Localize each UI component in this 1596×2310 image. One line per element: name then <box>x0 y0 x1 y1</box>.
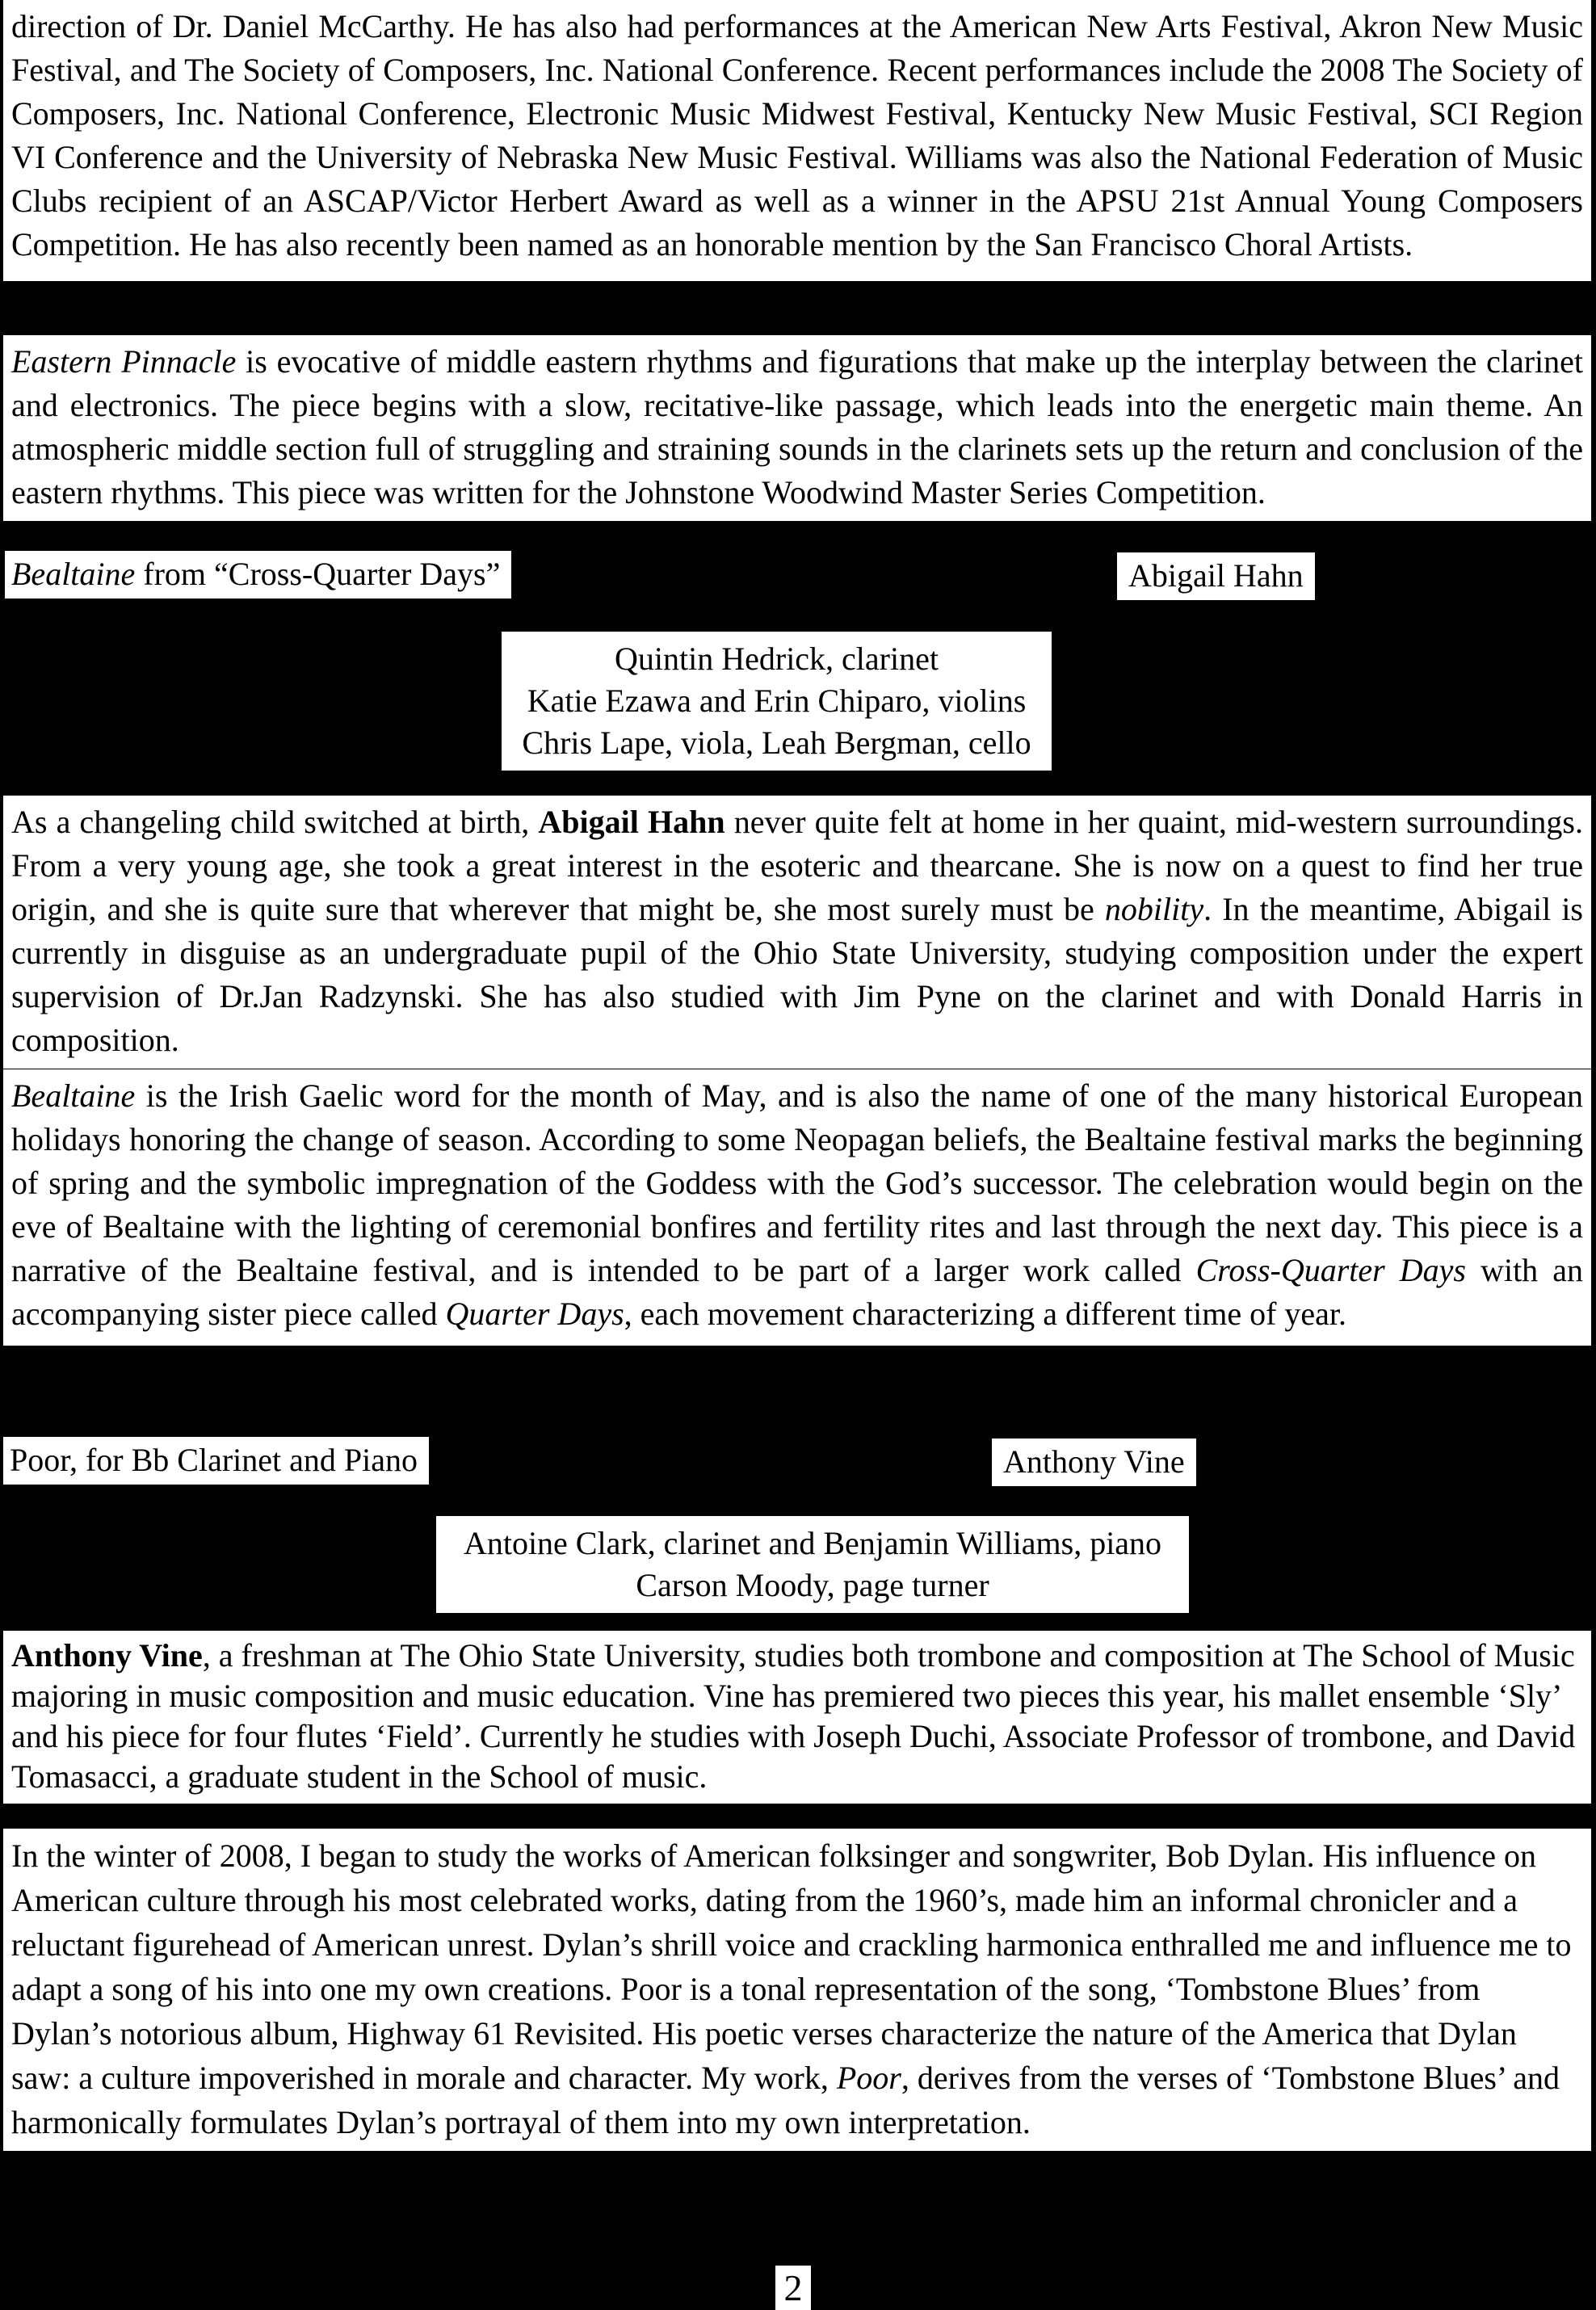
performer-line: Chris Lape, viola, Leah Bergman, cello <box>522 724 1031 761</box>
page-number: 2 <box>775 2266 811 2310</box>
vine-bio-paragraph: Anthony Vine, a freshman at The Ohio State University, studies both trombone and composition at The School of Music majoring in music composition and music education. Vine has premiered two pieces this year, his mallet ensemble ‘Sly’ and his piece for four flutes ‘Field’. Currently he studies with Joseph Duchi, Associate Professor of trombone, and David Tomasacci, a graduate student in the School of music. <box>3 1631 1591 1804</box>
poor-program-note: In the winter of 2008, I began to study the works of American folksinger and songwriter, Bob Dylan. His influence on American culture through his most celebrated works, dating from the 1960’s, made him an informal chronicler and a reluctant figurehead of American unrest. Dylan’s shrill voice and crackling harmonica enthralled me and influence me to adapt a song of his into one my own creations. Poor is a tonal representation of the song, ‘Tombstone Blues’ from Dylan’s notorious album, Highway 61 Revisited. His poetic verses characterize the nature of the America that Dylan saw: a culture impoverished in morale and character. My work, Poor, derives from the verses of ‘Tombstone Blues’ and harmonically formulates Dylan’s portrayal of them into my own interpretation. <box>3 1829 1591 2151</box>
eastern-pinnacle-program-note: Eastern Pinnacle is evocative of middle eastern rhythms and figurations that make up the interplay between the clarinet and electronics. The piece begins with a slow, recitative-like passage, which leads into the energetic main theme. An atmospheric middle section full of struggling and straining sounds in the clarinets sets up the return and conclusion of the eastern rhythms. This piece was written for the Johnstone Woodwind Master Series Competition. <box>3 335 1591 521</box>
bealtaine-composer-name: Abigail Hahn <box>1117 552 1315 600</box>
bealtaine-performers-box <box>502 632 1052 771</box>
performer-line: Carson Moody, page turner <box>636 1567 989 1603</box>
poor-piece-title: Poor, for Bb Clarinet and Piano <box>3 1437 429 1485</box>
bealtaine-piece-title: Bealtaine from “Cross-Quarter Days” <box>5 551 511 598</box>
poor-performers-box <box>436 1516 1189 1613</box>
hahn-bio-paragraph: As a changeling child switched at birth, Abigail Hahn never quite felt at home in her quaint, mid-western surroundings. From a very young age, she took a great interest in the esoteric and thearcane. She is now on a quest to find her true origin, and she is quite sure that wherever that might be, she most surely must be nobility. In the meantime, Abigail is currently in disguise as an undergraduate pupil of the Ohio State University, studying composition under the expert supervision of Dr.Jan Radzynski. She has also studied with Jim Pyne on the clarinet and with Donald Harris in composition. <box>3 796 1591 1069</box>
poor-composer-name: Anthony Vine <box>992 1438 1196 1486</box>
performer-line: Quintin Hedrick, clarinet <box>615 640 939 677</box>
performer-line: Katie Ezawa and Erin Chiparo, violins <box>527 682 1027 719</box>
williams-bio-continued-paragraph: direction of Dr. Daniel McCarthy. He has also had performances at the American New Arts Festival, Akron New Music Festival, and The Society of Composers, Inc. National Conference. Recent performances include the 2008 The Society of Composers, Inc. National Conference, Electronic Music Midwest Festival, Kentucky New Music Festival, SCI Region VI Conference and the University of Nebraska New Music Festival. Williams was also the National Federation of Music Clubs recipient of an ASCAP/Victor Herbert Award as well as a winner in the APSU 21st Annual Young Composers Competition. He has also recently been named as an honorable mention by the San Francisco Choral Artists. <box>3 0 1591 281</box>
performer-line: Antoine Clark, clarinet and Benjamin Williams, piano <box>463 1525 1162 1561</box>
bealtaine-program-note: Bealtaine is the Irish Gaelic word for the month of May, and is also the name of one of the many historical European holidays honoring the change of season. According to some Neopagan beliefs, the Bealtaine festival marks the beginning of spring and the symbolic impregnation of the Goddess with the God’s successor. The celebration would begin on the eve of Bealtaine with the lighting of ceremonial bonfires and fertility rites and last through the next day. This piece is a narrative of the Bealtaine festival, and is intended to be part of a larger work called Cross-Quarter Days with an accompanying sister piece called Quarter Days, each movement characterizing a different time of year. <box>3 1069 1591 1346</box>
